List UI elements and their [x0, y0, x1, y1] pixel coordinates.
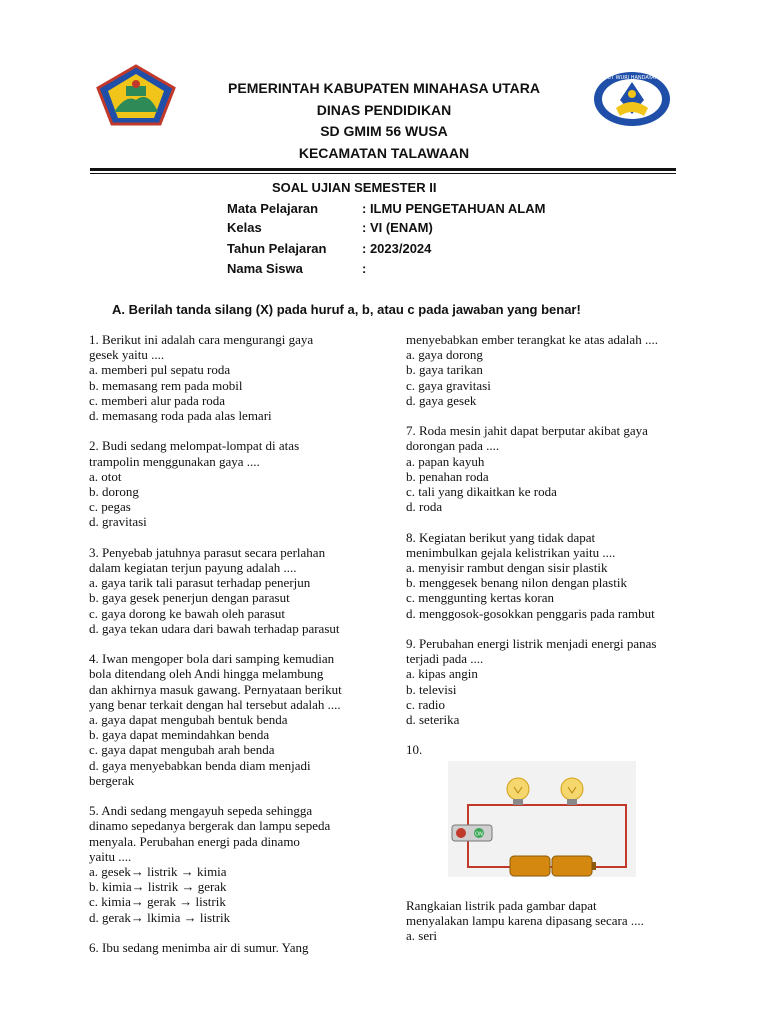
question-line: yang benar terkait dengan hal tersebut adalah ....: [89, 696, 341, 712]
header-line-3: SD GMIM 56 WUSA: [320, 123, 448, 139]
question-line: 7. Roda mesin jahit dapat berputar akibat gaya: [406, 423, 648, 439]
question-line: 3. Penyebab jatuhnya parasut secara perlahan: [89, 544, 326, 560]
series-circuit-figure: [448, 761, 636, 877]
question-line: dan akhirnya masuk gawang. Pernyataan berikut: [89, 681, 342, 697]
question-line: d. roda: [406, 499, 443, 515]
header-rule-thick: [90, 168, 676, 171]
question-line: d. gaya gesek: [406, 392, 477, 408]
blank-line: [406, 727, 658, 742]
question-line: 9. Perubahan energi listrik menjadi energi panas: [406, 636, 657, 652]
questions-right-column-continued: [406, 898, 644, 944]
question-line: b. penahan roda: [406, 468, 489, 484]
question-line: trampolin menggunakan gaya ....: [89, 453, 260, 469]
question-line: a. seri: [406, 928, 438, 944]
info-value-class: : VI (ENAM): [362, 220, 433, 235]
blank-line: [406, 621, 658, 636]
info-value-year: : 2023/2024: [362, 241, 432, 256]
question-line: 6. Ibu sedang menimba air di sumur. Yang: [89, 940, 309, 956]
question-line: menyebabkan ember terangkat ke atas adalah ....: [406, 332, 658, 347]
blank-line: [406, 408, 658, 423]
info-label-class: Kelas: [227, 220, 262, 235]
question-line: c. kimia→ gerak → listrik: [89, 894, 226, 910]
question-line: a. gaya dapat mengubah bentuk benda: [89, 712, 288, 728]
question-line: a. otot: [89, 468, 122, 484]
section-instruction: A. Berilah tanda silang (X) pada huruf a, b, atau c pada jawaban yang benar!: [112, 302, 581, 317]
question-line: bola ditendang oleh Andi hingga melambung: [89, 666, 324, 682]
question-line: d. gaya tekan udara dari bawah terhadap parasut: [89, 620, 340, 636]
blank-line: [89, 925, 342, 940]
question-line: c. radio: [406, 696, 445, 712]
question-line: c. tali yang dikaitkan ke roda: [406, 484, 557, 500]
exam-title: SOAL UJIAN SEMESTER II: [272, 180, 437, 195]
question-line: dalam kegiatan terjun payung adalah ....: [89, 560, 297, 576]
question-line: b. dorong: [89, 484, 139, 500]
question-line: a. gesek→ listrik → kimia: [89, 864, 227, 880]
question-line: dinamo sepedanya bergerak dan lampu sepeda: [89, 818, 331, 834]
switch-icon: [452, 825, 492, 841]
question-line: b. menggesek benang nilon dengan plastik: [406, 575, 627, 591]
question-line: menyalakan lampu karena dipasang secara ....: [406, 913, 644, 929]
question-line: d. menggosok-gosokkan penggaris pada rambut: [406, 605, 655, 621]
question-line: d. seterika: [406, 712, 460, 728]
question-line: d. gaya menyebabkan benda diam menjadi: [89, 757, 311, 773]
question-line: c. gaya dorong ke bawah oleh parasut: [89, 605, 286, 621]
question-line: b. gaya tarikan: [406, 362, 483, 378]
blank-line: [406, 514, 658, 529]
question-line: Rangkaian listrik pada gambar dapat: [406, 898, 597, 913]
light-bulb-icon: [507, 778, 529, 805]
question-line: a. menyisir rambut dengan sisir plastik: [406, 560, 608, 576]
question-line: b. kimia→ listrik → gerak: [89, 879, 227, 895]
question-line: dorongan pada ....: [406, 438, 500, 454]
questions-left-column: [89, 332, 342, 955]
blank-line: [89, 423, 342, 438]
header-line-4: KECAMATAN TALAWAAN: [298, 145, 470, 161]
question-line: menyala. Perubahan energi pada dinamo: [89, 833, 300, 849]
blank-line: [89, 636, 342, 651]
logo-motto: TUT WURI HANDAYANI: [604, 75, 660, 81]
question-line: c. gaya gravitasi: [406, 377, 491, 393]
question-line: gesek yaitu ....: [89, 347, 165, 363]
question-line: a. kipas angin: [406, 666, 478, 682]
question-line: b. televisi: [406, 681, 457, 697]
question-line: c. menggunting kertas koran: [406, 590, 555, 606]
info-value-subject: : ILMU PENGETAHUAN ALAM: [362, 201, 546, 216]
question-line: d. gerak→ lkimia → listrik: [89, 909, 231, 925]
question-line: 10.: [406, 742, 423, 758]
header-line-1: PEMERINTAH KABUPATEN MINAHASA UTARA: [228, 80, 540, 96]
info-label-student: Nama Siswa: [227, 261, 303, 276]
question-line: a. gaya tarik tali parasut terhadap penerjun: [89, 575, 311, 591]
question-line: a. memberi pul sepatu roda: [89, 362, 231, 378]
question-line: c. pegas: [89, 499, 131, 515]
question-line: a. gaya dorong: [406, 347, 483, 363]
question-line: 1. Berikut ini adalah cara mengurangi gaya: [89, 332, 314, 347]
header-rule-thin: [90, 173, 676, 174]
blank-line: [89, 788, 342, 803]
switch-label: ON: [475, 831, 483, 838]
battery-icon: [510, 856, 596, 876]
blank-line: [89, 530, 342, 545]
question-line: yaitu ....: [89, 848, 132, 864]
question-line: b. gaya dapat memindahkan benda: [89, 727, 270, 743]
question-line: bergerak: [89, 772, 135, 788]
question-line: 2. Budi sedang melompat-lompat di atas: [89, 438, 300, 454]
question-line: 4. Iwan mengoper bola dari samping kemudian: [89, 651, 335, 667]
questions-right-column: [406, 332, 658, 758]
question-line: terjadi pada ....: [406, 651, 484, 667]
info-label-subject: Mata Pelajaran: [227, 201, 319, 216]
header-line-2: DINAS PENDIDIKAN: [316, 102, 452, 118]
education-ministry-logo-icon: [592, 70, 672, 128]
question-line: c. memberi alur pada roda: [89, 392, 226, 408]
question-line: d. memasang roda pada alas lemari: [89, 408, 272, 424]
question-line: c. gaya dapat mengubah arah benda: [89, 742, 275, 758]
question-line: a. papan kayuh: [406, 453, 485, 469]
question-line: b. gaya gesek penerjun dengan parasut: [89, 590, 290, 606]
question-line: menimbulkan gejala kelistrikan yaitu ....: [406, 544, 616, 560]
question-line: b. memasang rem pada mobil: [89, 377, 243, 393]
light-bulb-icon: [561, 778, 583, 805]
question-line: 5. Andi sedang mengayuh sepeda sehingga: [89, 803, 313, 819]
info-label-year: Tahun Pelajaran: [227, 241, 327, 256]
circuit-diagram-icon: [448, 761, 636, 877]
question-line: 8. Kegiatan berikut yang tidak dapat: [406, 529, 596, 545]
question-line: d. gravitasi: [89, 514, 147, 530]
info-value-student: :: [362, 261, 367, 276]
